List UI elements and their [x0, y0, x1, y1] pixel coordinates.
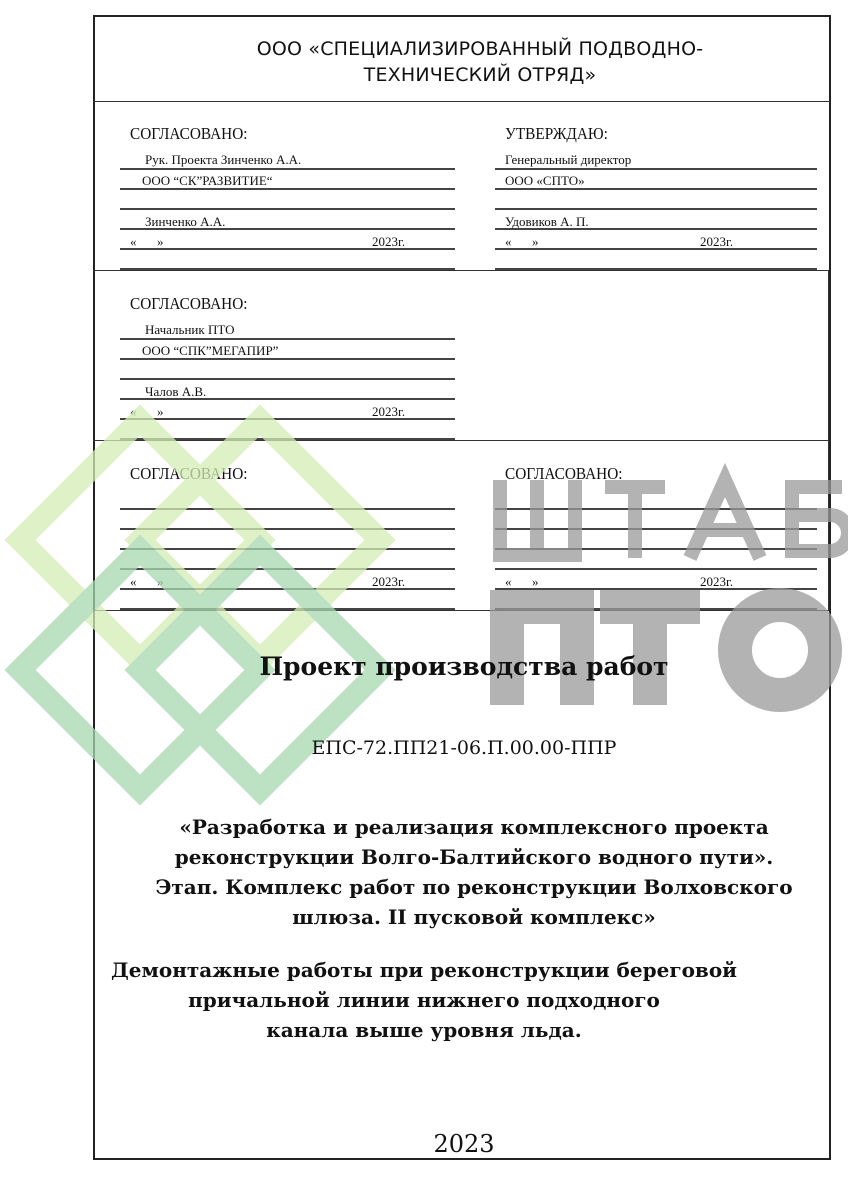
project-line: «Разработка и реализация комплексного проекта	[179, 815, 769, 839]
signer-position: Генеральный директор	[505, 152, 632, 167]
block-heading: СОГЛАСОВАНО:	[130, 294, 248, 313]
work-subject	[0, 955, 848, 1045]
date-year: 2023г.	[372, 234, 406, 249]
signature-line	[120, 268, 455, 270]
date-year: 2023г.	[372, 404, 406, 419]
header-divider	[93, 101, 831, 102]
org-line-2: ТЕХНИЧЕСКИЙ ОТРЯД»	[363, 64, 597, 86]
signature-line	[495, 268, 817, 270]
signature-line	[120, 338, 455, 340]
signature-line	[495, 208, 817, 210]
block-divider	[93, 440, 829, 441]
date-close-quote: »	[532, 574, 539, 589]
document-title: Проект производства работ	[259, 652, 669, 681]
date-close-quote: »	[532, 234, 539, 249]
signer-name: Зинченко А.А.	[145, 214, 226, 229]
project-name	[50, 812, 848, 932]
signature-line	[120, 608, 455, 610]
signature-line	[120, 438, 455, 440]
signature-line	[495, 248, 817, 250]
date-close-quote: »	[157, 234, 164, 249]
date-open-quote: «	[505, 234, 512, 249]
signature-line	[120, 208, 455, 210]
signer-name: Чалов А.В.	[145, 384, 207, 399]
document-year: 2023	[433, 1130, 495, 1158]
org-line-1: ООО «СПЕЦИАЛИЗИРОВАННЫЙ ПОДВОДНО-	[256, 38, 704, 60]
project-line: шлюза. II пусковой комплекс»	[292, 905, 656, 929]
block-divider	[93, 610, 829, 611]
date-open-quote: «	[130, 234, 137, 249]
signature-line	[495, 528, 817, 530]
signer-company: ООО “СПК”МЕГАПИР”	[142, 343, 279, 358]
date-close-quote: »	[157, 574, 164, 589]
subject-line: канала выше уровня льда.	[266, 1018, 582, 1042]
subject-line: Демонтажные работы при реконструкции береговой	[110, 958, 737, 982]
signature-line	[120, 508, 455, 510]
document-code: ЕПС-72.ПП21-06.П.00.00-ППР	[311, 737, 617, 759]
date-open-quote: «	[130, 574, 137, 589]
signature-line	[495, 548, 817, 550]
date-year: 2023г.	[372, 574, 406, 589]
block-border	[828, 270, 829, 610]
date-year: 2023г.	[700, 234, 734, 249]
signature-line	[120, 378, 455, 380]
signature-line	[495, 508, 817, 510]
date-open-quote: «	[505, 574, 512, 589]
signature-line	[495, 608, 817, 610]
block-heading: СОГЛАСОВАНО:	[130, 124, 248, 143]
subject-line: причальной линии нижнего подходного	[188, 988, 660, 1012]
date-open-quote: «	[130, 404, 137, 419]
date-year: 2023г.	[700, 574, 734, 589]
signature-line	[120, 568, 455, 570]
signature-line	[495, 568, 817, 570]
organization-name	[180, 36, 780, 88]
signer-position: Рук. Проекта Зинченко А.А.	[145, 152, 302, 167]
project-line: реконструкции Волго-Балтийского водного пути».	[174, 845, 774, 869]
signature-line	[495, 168, 817, 170]
signature-line	[120, 548, 455, 550]
block-heading: СОГЛАСОВАНО:	[130, 464, 248, 483]
date-close-quote: »	[157, 404, 164, 419]
signature-line	[120, 168, 455, 170]
signer-company: ООО “СК”РАЗВИТИЕ“	[142, 173, 273, 188]
project-line: Этап. Комплекс работ по реконструкции Волховского	[155, 875, 793, 899]
block-heading: СОГЛАСОВАНО:	[505, 464, 623, 483]
block-divider	[93, 270, 829, 271]
signature-line	[120, 528, 455, 530]
block-heading: УТВЕРЖДАЮ:	[505, 124, 608, 143]
signer-position: Начальник ПТО	[145, 322, 235, 337]
signer-name: Удовиков А. П.	[505, 214, 589, 229]
signature-line	[495, 588, 817, 590]
signer-company: ООО «СПТО»	[505, 173, 585, 188]
